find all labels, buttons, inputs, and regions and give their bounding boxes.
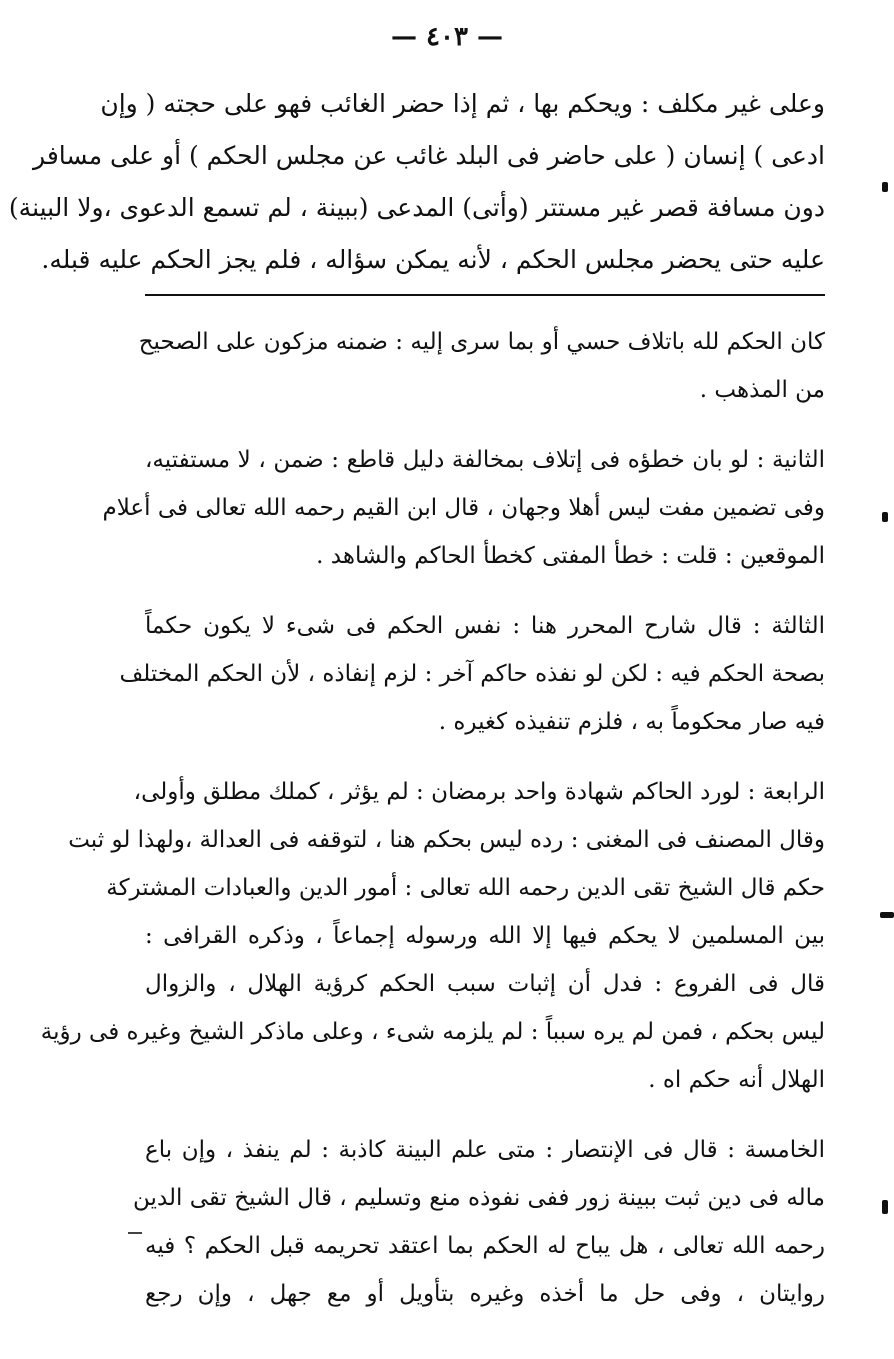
footnote-paragraph (119, 602, 825, 746)
main-text-line: وعلى غير مكلف : ويحكم بها ، ثم إذا حضر الغائب فهو على حجته ( وإن (100, 89, 825, 118)
footnote-paragraph (133, 1126, 825, 1318)
footnote-line: الثانية : لو بان خطؤه فى إتلاف بمخالفة دليل قاطع : ضمن ، لا مستفتيه، (145, 447, 825, 473)
footnote-line: ماله فى دين ثبت ببينة زور ففى نفوذه منع وتسليم ، قال الشيخ تقى الدين (133, 1185, 825, 1211)
footnote-divider (145, 294, 825, 296)
footnote-line: بين المسلمين لا يحكم فيها إلا الله ورسوله إجماعاً ، وذكره القرافى : (145, 923, 825, 949)
footnote-line: بصحة الحكم فيه : لكن لو نفذه حاكم آخر : لزم إنفاذه ، لأن الحكم المختلف (119, 661, 825, 687)
page-number: — ٤٠٣ — (390, 22, 504, 52)
footnote-line: وفى تضمين مفت ليس أهلا وجهان ، قال ابن القيم رحمه الله تعالى فى أعلام (102, 495, 825, 521)
footnote-line: حكم قال الشيخ تقى الدين رحمه الله تعالى : أمور الدين والعبادات المشتركة (106, 875, 825, 901)
footnote-line: فيه صار محكوماً به ، فلزم تنفيذه كغيره . (438, 709, 825, 735)
footnote-line: وقال المصنف فى المغنى : رده ليس بحكم هنا ، لتوقفه فى العدالة ،ولهذا لو ثبت (68, 827, 825, 853)
main-text-block (8, 78, 825, 286)
scan-scratch-mark (128, 1232, 142, 1234)
main-text-line: ادعى ) إنسان ( على حاضر فى البلد غائب عن مجلس الحكم ) أو على مسافر (33, 141, 825, 170)
footnote-paragraph (40, 768, 825, 1104)
footnote-line: رحمه الله تعالى ، هل يباح له الحكم بما اعتقد تحريمه قبل الحكم ؟ فيه (145, 1233, 825, 1259)
scan-edge-mark (882, 182, 888, 192)
footnote-line: الثالثة : قال شارح المحرر هنا : نفس الحكم فى شىء لا يكون حكماً (145, 613, 825, 639)
footnote-line: من المذهب . (699, 377, 825, 403)
footnote-paragraph (102, 436, 825, 580)
footnote-line: الهلال أنه حكم اه . (648, 1067, 825, 1093)
main-text-line: دون مسافة قصر غير مستتر (وأتى) المدعى (ببينة ، لم تسمع الدعوى ،ولا البينة) (8, 193, 825, 222)
footnote-line: الخامسة : قال فى الإنتصار : متى علم البينة كاذبة : لم ينفذ ، وإن باع (145, 1137, 825, 1163)
footnote-line: ليس بحكم ، فمن لم يره سبباً : لم يلزمه شىء ، وعلى ماذكر الشيخ وغيره فى رؤية (40, 1019, 825, 1045)
scan-edge-mark (882, 512, 888, 522)
footnotes-block (40, 318, 825, 1318)
footnote-line: الموقعين : قلت : خطأ المفتى كخطأ الحاكم والشاهد . (316, 543, 825, 569)
footnote-line: روايتان ، وفى حل ما أخذه وغيره بتأويل أو مع جهل ، وإن رجع (145, 1281, 825, 1307)
footnote-line: كان الحكم لله باتلاف حسي أو بما سرى إليه : ضمنه مزكون على الصحيح (138, 329, 825, 355)
footnote-line: الرابعة : لورد الحاكم شهادة واحد برمضان : لم يؤثر ، كملك مطلق وأولى، (133, 779, 825, 805)
scan-edge-mark (882, 1200, 888, 1214)
scan-edge-mark (880, 912, 894, 918)
footnote-line: قال فى الفروع : فدل أن إثبات سبب الحكم كرؤية الهلال ، والزوال (145, 971, 825, 997)
footnote-paragraph (138, 318, 825, 414)
main-text-line: عليه حتى يحضر مجلس الحكم ، لأنه يمكن سؤاله ، فلم يجز الحكم عليه قبله. (41, 245, 825, 274)
